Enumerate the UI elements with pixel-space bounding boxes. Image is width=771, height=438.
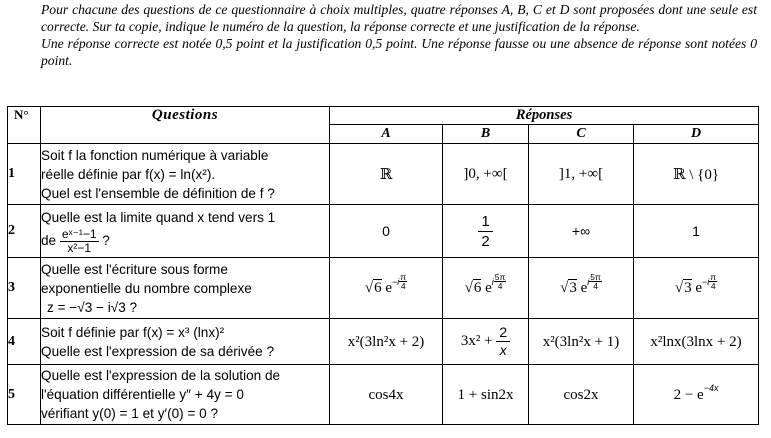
answer-d: $2 - e^{-4x}$ [634,365,759,425]
answer-a: 0 [330,205,443,258]
question-line: Soit f la fonction numérique à variable [41,147,269,163]
answer-a: x²(3ln²x + 2) [330,319,443,365]
question-number: 1 [8,144,41,205]
answer-c: x²(3ln²x + 1) [529,319,634,365]
question-line: Soit f définie par f(x) = x³ (lnx)² [41,324,225,340]
question-line: Quelle est l'expression de sa dérivée ? [41,343,275,359]
header-letter-a: A [330,125,443,144]
answer-c: √3 $e^i$ $\frac{5\pi}{4}$ [529,258,634,319]
header-letter-c: C [529,125,634,144]
header-letter-b: B [443,125,529,144]
question-line: Quelle est l'expression de la solution de [41,368,281,383]
question-line: vérifiant y(0) = 1 et y′(0) = 0 ? [41,406,219,421]
table-row [8,319,759,365]
answer-d: ℝ \ {0} [634,144,759,205]
table-row [8,144,759,205]
instructions [41,1,757,69]
question-number: 5 [8,365,41,425]
instructions-paragraph-1: Pour chacune des questions de ce questionnaire à choix multiples, quatre réponses A, B, C et D sont proposées dont une seule est correcte. Sur ta copie, indique le numéro de la question, la réponse correcte et une justification de la réponse. [41,2,757,34]
answer-c: ]1, +∞[ [529,144,634,205]
header-responses: Réponses [330,107,759,125]
question-text [41,144,330,205]
question-line: Quelle est l'écriture sous forme [41,261,228,277]
answer-a: cos4x [330,365,443,425]
instructions-paragraph-2: Une réponse correcte est notée 0,5 point et la justification 0,5 point. Une réponse fausse ou une absence de réponse sont notées 0 point. [41,36,757,68]
answer-a: √6 $e^{-i}$ $\frac{\pi}{4}$ [330,258,443,319]
question-number: 2 [8,205,41,258]
question-line: réelle définie par f(x) = ln(x²). [41,166,216,182]
header-number: N° [8,107,41,144]
question-line: z = −√3 − i√3 ? [47,299,138,315]
answer-b: 1 + sin2x [443,365,529,425]
header-questions: Questions [41,107,330,144]
question-text [41,365,330,425]
table-row [8,365,759,425]
header-letter-d: D [634,125,759,144]
question-line: exponentielle du nombre complexe [41,280,252,296]
answer-c: cos2x [529,365,634,425]
question-number: 4 [8,319,41,365]
question-text [41,319,330,365]
answer-b [443,205,529,258]
question-text [41,205,330,258]
answer-c: +∞ [529,205,634,258]
answer-d: √3 $e^{-i}$ $\frac{\pi}{4}$ [634,258,759,319]
half-fraction: $\frac{1}{2}$ [478,212,492,251]
question-line: Quelle est la limite quand x tend vers 1 [41,209,276,225]
question-text [41,258,330,319]
answer-b: ]0, +∞[ [443,144,529,205]
question-line: de $\frac{\text{eˣ⁻¹−1}}{\text{x²−1}}$ ? [41,226,110,255]
limit-fraction: $\frac{\text{eˣ⁻¹−1}}{\text{x²−1}}$ [61,226,97,255]
answer-a: ℝ [330,144,443,205]
question-line: Quel est l'ensemble de définition de f ? [41,185,275,201]
question-number: 3 [8,258,41,319]
qcm-table [7,106,759,425]
question-line: l'équation différentielle y″ + 4y = 0 [41,387,244,402]
answer-b: √6 $e^i$ $\frac{5\pi}{4}$ [443,258,529,319]
table-row [8,205,759,258]
answer-d: 1 [634,205,759,258]
table-row [8,258,759,319]
answer-d: x²lnx(3lnx + 2) [634,319,759,365]
answer-b: 3x² + $\frac{2}{x}$ [443,319,529,365]
